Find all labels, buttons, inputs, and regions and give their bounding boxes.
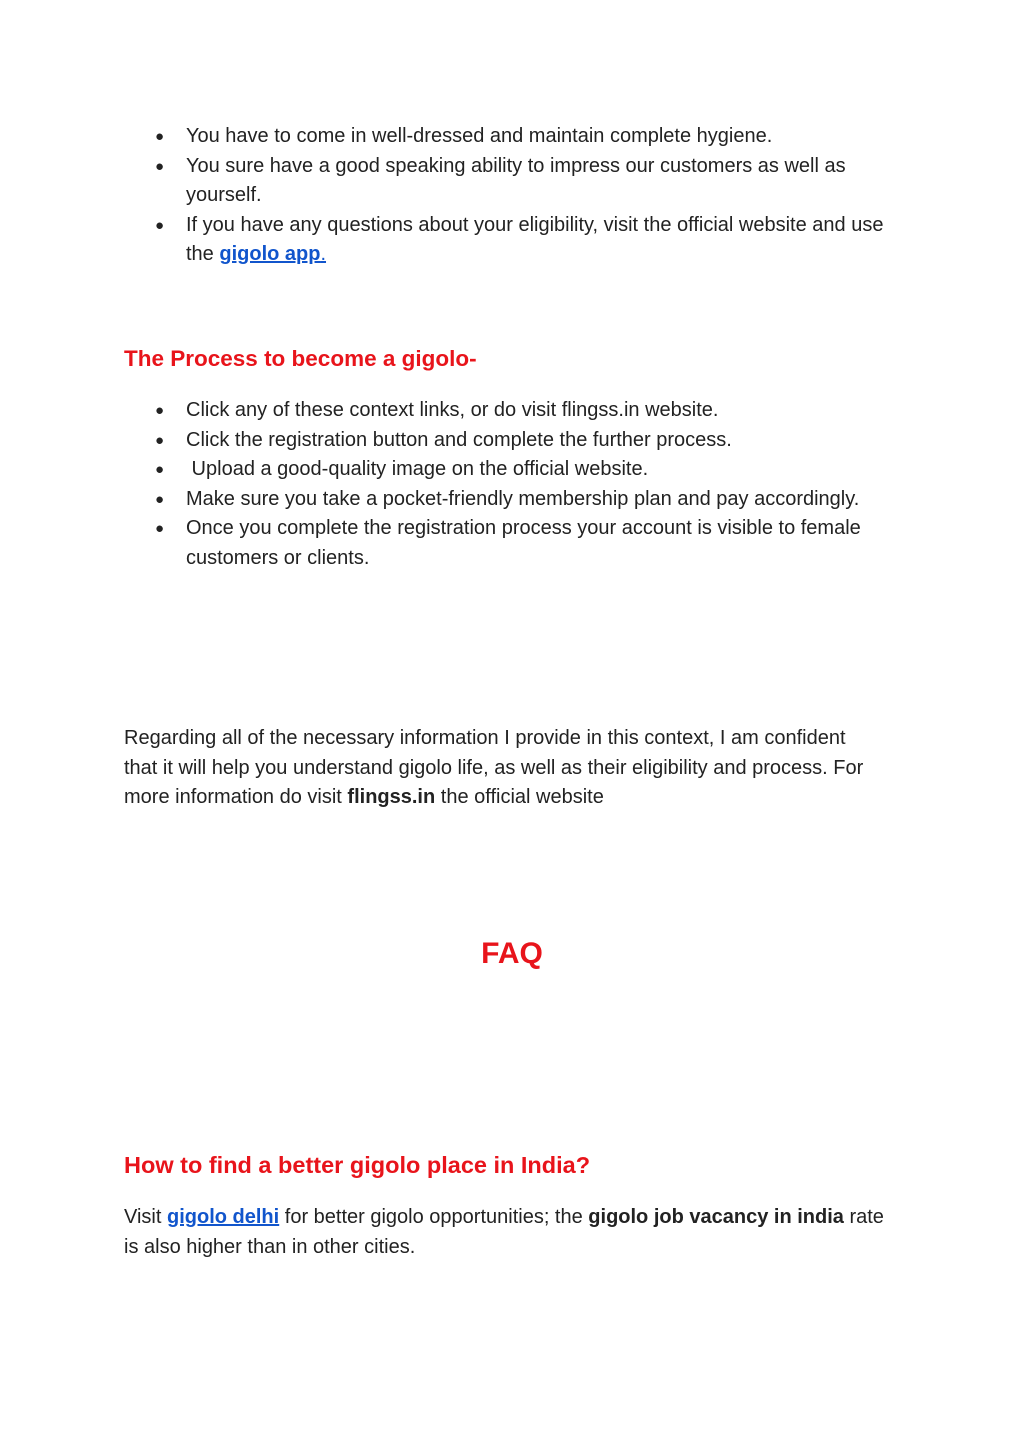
list-item-text: Once you complete the registration process your account is visible to female customers or clients. <box>186 517 861 569</box>
faq-answer-text <box>124 1203 894 1262</box>
gigolo-delhi-link[interactable]: gigolo delhi <box>166 1206 280 1228</box>
faq-title: FAQ <box>481 937 543 970</box>
list-item <box>124 211 914 270</box>
process-list <box>124 396 914 574</box>
bullet-icon: ● <box>155 431 165 449</box>
process-heading: The Process to become a gigolo- <box>124 346 477 371</box>
job-vacancy-phrase: gigolo job vacancy in india <box>588 1206 844 1228</box>
bullet-icon: ● <box>155 461 165 479</box>
list-item-text: You sure have a good speaking ability to impress our customers as well as yourself. <box>186 154 846 207</box>
bullet-icon: ● <box>155 520 165 538</box>
faq-answer-paragraph <box>124 1203 894 1262</box>
list-item <box>124 514 914 573</box>
conclusion-text-start: Regarding all of the necessary information I provide in this context, I am confident that it will help you understand gigolo life, as well as their eligibility and process. For more information do visit <box>124 727 864 809</box>
list-item-text: Click any of these context links, or do visit flingss.in website. <box>186 399 719 421</box>
bullet-icon: ● <box>155 216 165 234</box>
list-item <box>124 122 914 152</box>
answer-text-start: Visit <box>124 1206 167 1228</box>
requirements-list-block <box>124 122 914 270</box>
list-item <box>124 152 914 211</box>
list-item <box>124 455 914 485</box>
list-item <box>124 396 914 426</box>
requirements-list <box>124 122 914 270</box>
bullet-icon: ● <box>155 157 165 175</box>
answer-text-middle: for better gigolo opportunities; the <box>279 1206 589 1228</box>
conclusion-text-end: the official website <box>435 786 604 809</box>
bullet-icon: ● <box>155 128 165 145</box>
conclusion-paragraph <box>124 724 884 813</box>
bullet-icon: ● <box>155 402 165 419</box>
list-item-text: Click the registration button and complete the further process. <box>186 428 732 451</box>
link-period: . <box>320 243 327 266</box>
list-item <box>124 485 914 515</box>
list-item-text: Make sure you take a pocket-friendly membership plan and pay accordingly. <box>186 487 860 510</box>
list-item <box>124 426 914 456</box>
gigolo-app-link[interactable]: gigolo app <box>219 243 321 266</box>
process-list-block <box>124 396 914 574</box>
faq-question-heading: How to find a better gigolo place in India? <box>124 1152 591 1178</box>
list-item-text: If you have any questions about your eligibility, visit the official website and use the <box>186 213 884 266</box>
answer-text-end: rate is also higher than in other cities. <box>124 1206 884 1258</box>
list-item-text: You have to come in well-dressed and maintain complete hygiene. <box>186 125 773 147</box>
conclusion-text <box>124 724 884 813</box>
bullet-icon: ● <box>155 490 165 508</box>
flingss-site-name: flingss.in <box>347 786 436 809</box>
list-item-text: Upload a good-quality image on the official website. <box>186 458 649 481</box>
